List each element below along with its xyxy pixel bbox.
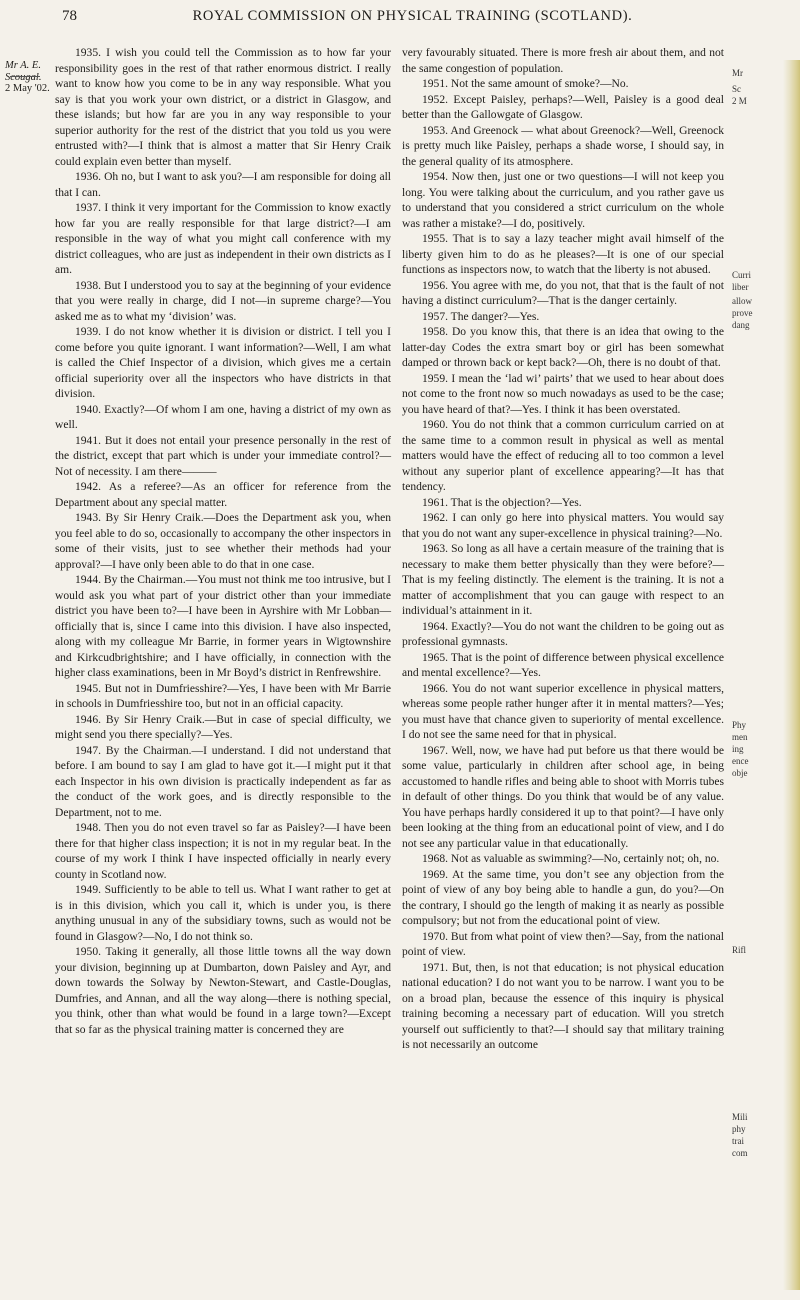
margin-fragment: Rifl [732, 945, 747, 955]
paragraph: 1963. So long as all have a certain measure of the training that is necessary to make them better physically than they were before?—That is my feeling distinctly. The element is the training. It is not a matter of accomplishment that you can gauge with respect to an individual’s attainment in it. [402, 543, 724, 617]
paragraph: 1962. I can only go here into physical matters. You would say that you do not want any super-excellence in physical training?—No. [402, 512, 724, 540]
paragraph: 1945. But not in Dumfriesshire?—Yes, I have been with Mr Barrie in schools in Dumfriesshire too, but not in an official capacity. [55, 682, 391, 710]
paragraph: 1959. I mean the ‘lad wi’ pairts’ that we used to hear about does not come to the front now so much nowadays as used to be the case; you have heard of that?—Yes. I think it has been overstated. [402, 372, 724, 416]
paragraph: 1948. Then you do not even travel so far as Paisley?—I have been there for that higher class inspection; it is not in my regular beat. In the course of my work I think I have inspected officially in nearly every county in Scotland now. [55, 822, 391, 881]
margin-fragment: 2 M [732, 96, 747, 106]
paragraph: very favourably situated. There is more fresh air about them, and not the same congestion of population. [402, 47, 724, 75]
paragraph: 1961. That is the objection?—Yes. [422, 496, 582, 509]
paragraph: 1935. I wish you could tell the Commission as to how far your responsibility goes in the rest of that rather enormous district. I really want to know how you come to be in any way responsible. What you say is that you work your own district, or a district in Glasgow, and these islands; but how far are you in any way responsible to your superior authority for the rest of the district that you told us you were entrusted with?—I think that is almost a matter that Sir Henry Craik could explain even better than myself. [55, 47, 391, 168]
margin-date: 2 May '02. [5, 83, 50, 94]
paragraph: 1964. Exactly?—You do not want the children to be going out as professional gymnasts. [402, 620, 724, 648]
paragraph: 1940. Exactly?—Of whom I am one, having a district of my own as well. [55, 403, 391, 431]
margin-fragment: Curri [732, 270, 751, 280]
paragraph: 1950. Taking it generally, all those little towns all the way down your division, beginning up at Dumbarton, down Paisley and Ayr, and down towards the Solway by Newton-Stewart, and Castle-Douglas, Dumfries, and Annan, and all the way along—there is nothing special, you think, other than what would be found in a large town?—Except that so far as the physical training matter is concerned they are [55, 946, 391, 1036]
paragraph: 1938. But I understood you to say at the beginning of your evidence that you were really in charge, did I not—in supreme charge?—You asked me as to what my ‘division’ was. [55, 279, 391, 323]
paragraph: 1941. But it does not entail your presence personally in the rest of the district, except that part which is under your immediate control?—Not of necessity. I am there——— [55, 434, 391, 478]
paragraph: 1960. You do not think that a common curriculum carried on at the same time to a common result in physical as well as mental matters would have the effect of reducing all to too common a level without any superior plant of excellence appearing?—It has that tendency. [402, 419, 724, 493]
margin-fragment: allow [732, 296, 752, 306]
right-column [402, 46, 724, 1054]
margin-fragment: ing [732, 744, 744, 754]
paragraph: 1949. Sufficiently to be able to tell us. What I want rather to get at is in this division, which you call it, which is under you, is there anything unusual in any of the subsidiary towns, such as would not be found in Glasgow?—No, I do not think so. [55, 884, 391, 943]
margin-fragment: trai [732, 1136, 744, 1146]
paragraph: 1937. I think it very important for the Commission to know exactly how far you are really responsible for that large district?—I am responsible in the way of what you might call conference with my district colleagues, who are just as independent in their own districts as I am. [55, 202, 391, 276]
paragraph: 1943. By Sir Henry Craik.—Does the Department ask you, when you feel able to do so, occasionally to accompany the other inspectors in some of their visits, just to see whether their methods had your approval?—I have only been able to do that in one case. [55, 512, 391, 571]
paragraph: 1942. As a referee?—As an officer for reference from the Department about any special matter. [55, 481, 391, 509]
margin-fragment: phy [732, 1124, 746, 1134]
paragraph: 1970. But from what point of view then?—Say, from the national point of view. [402, 930, 724, 958]
paragraph: 1936. Oh no, but I want to ask you?—I am responsible for doing all that I can. [55, 171, 391, 199]
paragraph: 1939. I do not know whether it is division or district. I tell you I come before you quite ignorant. I want information?—Well, I am what is called the Chief Inspector of a division, which gives me a certain official superiority over all the inspectors who have districts in that division. [55, 326, 391, 400]
paragraph: 1954. Now then, just one or two questions—I will not keep you long. You were talking about the curriculum, and you rather gave us to understand that you considered a strict curriculum on the whole was rather a mistake?—I do, positively. [402, 171, 724, 230]
margin-divider [10, 76, 40, 77]
margin-fragment: dang [732, 320, 750, 330]
paragraph: 1967. Well, now, we have had put before us that there would be some value, particularly in children after school age, in being accustomed to handle rifles and being able to shoot with Morris tubes in default of other things. Do you think that would be of any value. You have perhaps hardly considered it up to that point?—I have only been looking at the thing from an educational point of view, and I do not see any particular value in that educationally. [402, 744, 724, 850]
paragraph: 1965. That is the point of difference between physical excellence and mental excellence?—Yes. [402, 651, 724, 679]
margin-fragment: Phy [732, 720, 747, 730]
paragraph: 1958. Do you know this, that there is an idea that owing to the latter-day Codes the extra smart boy or girl has been somewhat damped or thrown back or kept back?—Oh, there is no doubt of that. [402, 326, 724, 369]
paragraph: 1956. You agree with me, do you not, that that is the fault of not having a distinct curriculum?—That is the danger certainly. [402, 279, 724, 307]
paragraph: 1947. By the Chairman.—I understand. I did not understand that before. I am bound to say I am glad to have got it.—I might put it that each Inspector in his own division is practically independent as far as the conduct of the work goes, and is directly responsible to the Department, not to me. [55, 744, 391, 819]
margin-fragment: ence [732, 756, 749, 766]
paragraph: 1953. And Greenock — what about Greenock?—Well, Greenock is pretty much like Paisley, perhaps a shade worse, I should say, in the general quality of its atmosphere. [402, 124, 724, 168]
paragraph: 1955. That is to say a lazy teacher might avail himself of the liberty given him to do as he pleases?—It is one of our special functions as inspectors now, to watch that the liberty is not abused. [402, 233, 724, 276]
running-title: ROYAL COMMISSION ON PHYSICAL TRAINING (SCOTLAND). [192, 8, 633, 24]
paragraph: 1971. But, then, is not that education; is not physical education national education? I do not want you to be narrow. I want you to be on a broad plan, because the essence of this inquiry is physical training becoming a necessary part of education. Will you stretch yourself out sufficiently to that?—I should say that military training is not necessarily an outcome [402, 961, 724, 1051]
margin-fragment: liber [732, 282, 749, 292]
paragraph: 1966. You do not want superior excellence in physical matters, whereas some people rather hunger after it in mental matters?—Yes; you must have that chance given to superiority of mental excellence. I do not see the same need for that in physical. [402, 682, 724, 741]
paragraph: 1957. The danger?—Yes. [422, 310, 540, 323]
paragraph: 1946. By Sir Henry Craik.—But in case of special difficulty, we might send you there specially?—Yes. [55, 713, 391, 741]
margin-witness-name: Mr A. E. Scougal. [5, 60, 42, 83]
facing-page-margin [732, 40, 800, 1300]
margin-fragment: obje [732, 768, 748, 778]
paragraph: 1944. By the Chairman.—You must not think me too intrusive, but I would ask you what part of your district other than your immediate district you have been to?—I have been in Ayrshire with Mr Lobban—officially that is, since I came into this division. I have also inspected, along with my colleague Mr Barrie, in former years in Wigtownshire and Kirkcudbrightshire; and I have officially, in connection with the higher class examinations, been in Mr Boyd’s district in Renfrewshire. [55, 574, 391, 679]
margin-fragment: Sc [732, 84, 741, 94]
margin-fragment: Mr [732, 68, 743, 78]
paragraph: 1968. Not as valuable as swimming?—No, certainly not; oh, no. [422, 853, 720, 865]
paragraph: 1952. Except Paisley, perhaps?—Well, Paisley is a good deal better than the Gallowgate of Glasgow. [402, 93, 724, 121]
margin-fragment: com [732, 1148, 748, 1158]
margin-fragment: prove [732, 308, 753, 318]
paragraph: 1951. Not the same amount of smoke?—No. [422, 78, 629, 90]
margin-fragment: men [732, 732, 748, 742]
paragraph: 1969. At the same time, you don’t see any objection from the point of view of any boy being able to handle a gun, do you?—On the contrary, I should go the length of making it as nearly as possible compulsory; but not from the educational point of view. [402, 868, 724, 927]
page-number: 78 [62, 8, 77, 24]
left-column [55, 46, 391, 1038]
margin-fragment: Mili [732, 1112, 748, 1122]
